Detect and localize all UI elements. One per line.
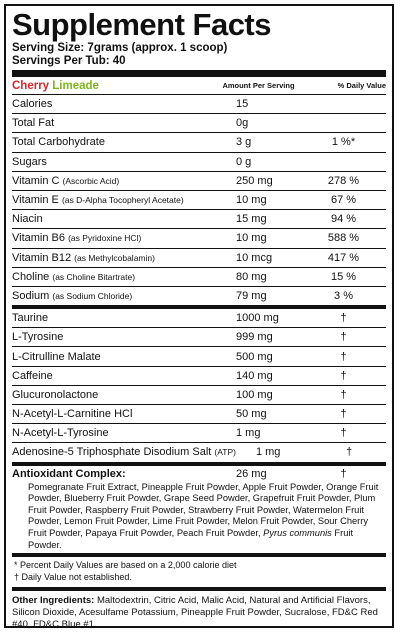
antioxidant-amount: 26 mg (236, 467, 267, 480)
antioxidant-row (12, 466, 386, 482)
ingredient-note: (Ascorbic Acid) (62, 175, 120, 186)
ingredient-name: L-Citrulline Malate (12, 350, 101, 363)
daily-value: † (340, 427, 347, 440)
nutrient-row (12, 114, 386, 133)
blend-row (12, 405, 386, 424)
amount-value: 10 mg (236, 194, 267, 207)
blend-row (12, 424, 386, 443)
nutrient-row (12, 287, 386, 305)
footnotes (12, 557, 386, 587)
amount-value: 15 (236, 98, 249, 111)
thick-divider (12, 70, 386, 77)
amount-value: 80 mg (236, 270, 267, 283)
antioxidant-ingredients: Pomegranate Fruit Extract, Pineapple Fruit Powder, Apple Fruit Powder, Orange Fruit Powder, Blueberry Fruit Powder, Grape Seed Powder, Grapefruit Fruit Powder, Plum Fruit Powder, Raspberry Fruit Powder, Strawberry Fruit Powder, Watermelon Fruit Powder, Lemon Fruit Powder, Lime Fruit Powder, Melon Fruit Powder, Sour Cherry Fruit Powder, Papaya Fruit Powder, Peach Fruit Powder, Pyrus communis Fruit Powder. (28, 481, 379, 550)
blend-row (12, 386, 386, 405)
blend-row (12, 328, 386, 347)
ingredient-name: N-Acetyl-L-Carnitine HCl (12, 408, 133, 421)
serving-size: Serving Size: 7grams (approx. 1 scoop) (12, 42, 228, 54)
ingredient-name: Glucuronolactone (12, 388, 99, 401)
ingredient-note: (as D-Alpha Tocopheryl Acetate) (61, 195, 184, 206)
ingredient-note: (as Pyridoxine HCl) (68, 233, 142, 244)
ingredient-name: L-Tyrosine (12, 331, 64, 344)
supplement-facts-panel (4, 4, 394, 628)
amount-value: 250 mg (236, 174, 273, 187)
daily-value: 94 % (330, 213, 357, 226)
antioxidant-label: Antioxidant Complex: (12, 467, 126, 480)
antioxidant-dv: † (340, 467, 347, 480)
footnote-percent-dv: * Percent Daily Values are based on a 2,000 calorie diet (14, 560, 237, 571)
ingredient-name: Vitamin B12 (as Methylcobalamin) (12, 251, 155, 264)
daily-value: 3 % (334, 289, 353, 302)
amount-value: 100 mg (236, 388, 273, 401)
ingredient-name: Caffeine (12, 369, 53, 382)
amount-value: 1000 mg (236, 312, 279, 325)
daily-value: † (340, 312, 347, 325)
ingredient-name: Niacin (12, 213, 43, 226)
ingredient-note: (as Sodium Chloride) (52, 290, 133, 301)
daily-value: 67 % (330, 194, 357, 207)
ingredient-note: (ATP) (214, 447, 236, 458)
daily-value: † (340, 331, 347, 344)
nutrient-row (12, 210, 386, 229)
daily-value: † (340, 350, 347, 363)
daily-value-column-header: % Daily Value (337, 81, 386, 90)
ingredient-name: Calories (12, 98, 53, 111)
nutrient-row (12, 268, 386, 287)
other-ingredients: Other Ingredients: Maltodextrin, Citric Acid, Malic Acid, Natural and Artificial Flavors, Silicon Dioxide, Acesulfame Potassium, Pineapple Fruit Powder, Sucralose, FD&C Red #40, FD&C Blue #1. (12, 595, 378, 630)
ingredient-name: Vitamin E (as D-Alpha Tocopheryl Acetate) (12, 194, 184, 207)
ingredient-name: Taurine (12, 312, 49, 325)
panel-title: Supplement Facts (12, 7, 271, 42)
amount-value: 140 mg (236, 369, 273, 382)
nutrient-row (12, 133, 386, 152)
daily-value: † (340, 388, 347, 401)
amount-value: 0g (236, 117, 249, 130)
blend-row (12, 443, 386, 461)
daily-value: † (346, 446, 353, 459)
nutrient-row (12, 95, 386, 114)
amount-value: 15 mg (236, 213, 267, 226)
ingredient-name: Total Fat (12, 117, 55, 130)
ingredient-name: Vitamin B6 (as Pyridoxine HCl) (12, 232, 142, 245)
footnote-dagger: † Daily Value not established. (14, 571, 132, 582)
amount-value: 0 g (236, 155, 252, 168)
amount-column-header: Amount Per Serving (222, 81, 295, 90)
amount-value: 50 mg (236, 408, 267, 421)
blend-row (12, 347, 386, 366)
amount-value: 79 mg (236, 289, 267, 302)
ingredient-name: Vitamin C (Ascorbic Acid) (12, 174, 120, 187)
servings-per-tub: Servings Per Tub: 40 (12, 55, 126, 67)
amount-value: 1 mg (236, 427, 261, 440)
blend-row (12, 367, 386, 386)
nutrient-list (12, 95, 386, 305)
nutrient-row (12, 153, 386, 172)
nutrient-row (12, 172, 386, 191)
daily-value: 15 % (330, 270, 357, 283)
blend-list (12, 309, 386, 462)
daily-value: † (340, 408, 347, 421)
ingredient-name: Sodium (as Sodium Chloride) (12, 289, 133, 302)
amount-value: 10 mg (236, 232, 267, 245)
daily-value: 278 % (327, 174, 360, 187)
daily-value: 588 % (327, 232, 360, 245)
blend-row (12, 309, 386, 328)
table-header (12, 77, 386, 95)
daily-value: 417 % (327, 251, 360, 264)
ingredient-name: Total Carbohydrate (12, 136, 105, 149)
amount-value: 500 mg (236, 350, 273, 363)
amount-value: 1 mg (255, 446, 281, 459)
daily-value: 1 %* (331, 136, 356, 149)
nutrient-row (12, 191, 386, 210)
amount-value: 10 mcg (236, 251, 273, 264)
ingredient-note: (as Choline Bitartrate) (52, 271, 136, 282)
daily-value: † (340, 369, 347, 382)
ingredient-name: Choline (as Choline Bitartrate) (12, 270, 136, 283)
ingredient-name: N-Acetyl-L-Tyrosine (12, 427, 109, 440)
ingredient-name: Adenosine-5 Triphosphate Disodium Salt (ATP) (12, 446, 236, 459)
amount-value: 999 mg (236, 331, 273, 344)
flavor-name: Cherry Limeade (12, 79, 99, 92)
amount-value: 3 g (236, 136, 252, 149)
nutrient-row (12, 229, 386, 248)
ingredient-note: (as Methylcobalamin) (74, 252, 155, 263)
nutrient-row (12, 249, 386, 268)
ingredient-name: Sugars (12, 155, 47, 168)
